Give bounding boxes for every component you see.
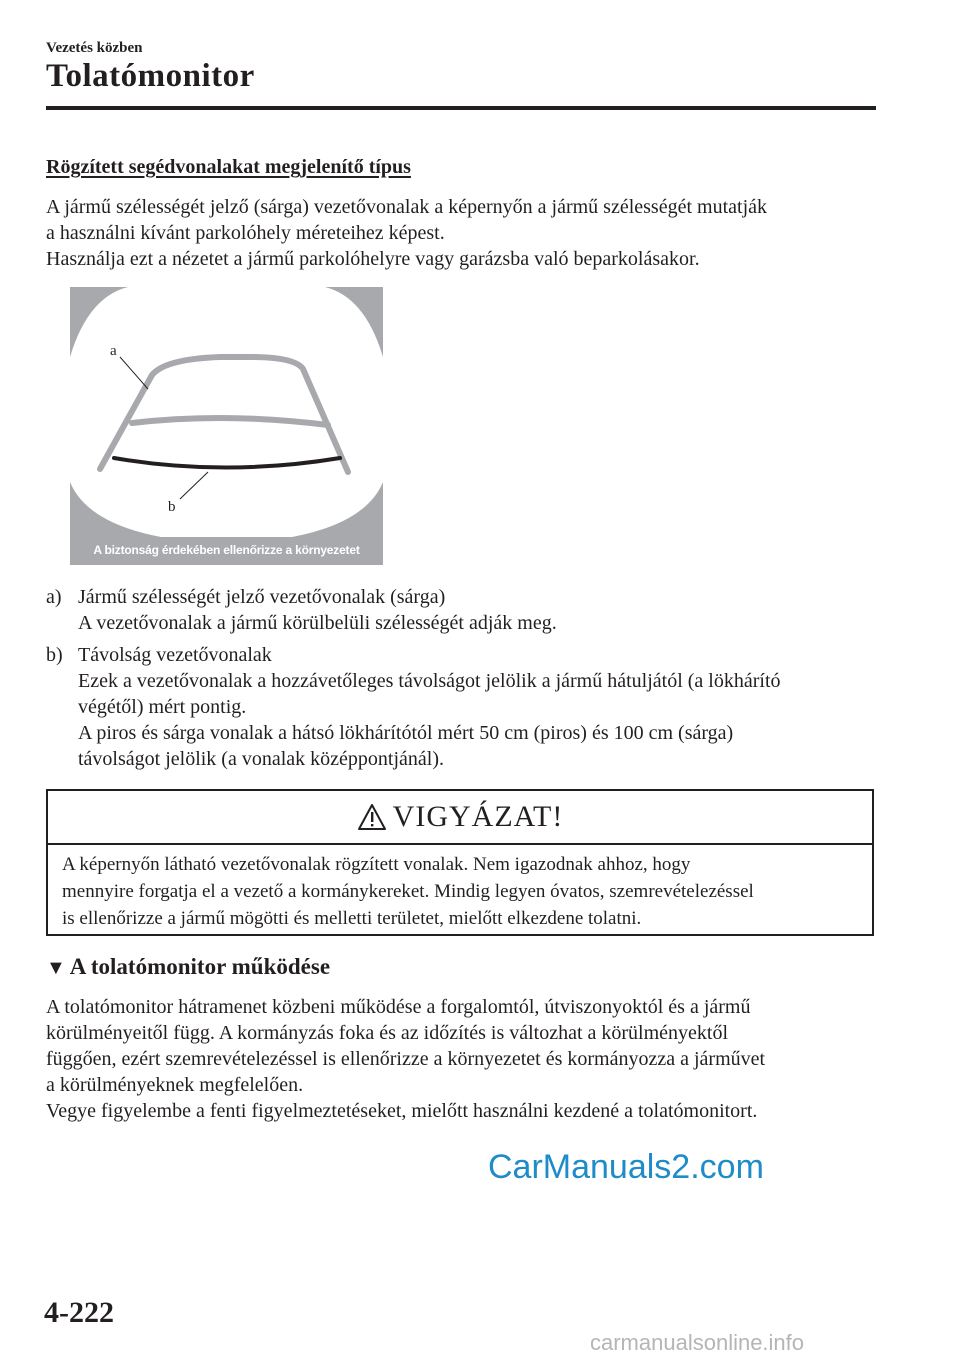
page-title: Tolatómonitor	[46, 58, 255, 94]
page-number: 4-222	[44, 1296, 114, 1329]
caution-title: VIGYÁZAT!	[392, 800, 564, 833]
sub-heading: Rögzített segédvonalakat megjelenítő típus	[46, 156, 411, 178]
intro-line: A jármű szélességét jelző (sárga) vezetővonalak a képernyőn a jármű szélességét mutatják	[46, 196, 768, 218]
title-rule	[46, 106, 876, 110]
subsection-paragraph	[46, 994, 886, 1124]
legend-line: távolságot jelölik (a vonalak középpontjánál).	[78, 748, 444, 770]
warning-triangle-icon	[357, 803, 387, 831]
subsection-line: a körülményeknek megfelelően.	[46, 1074, 304, 1096]
caution-line: is ellenőrizze a jármű mögötti és melletti területet, mielőtt elkezdene tolatni.	[62, 908, 642, 929]
subsection-line: A tolatómonitor hátramenet közbeni működése a forgalomtól, útviszonyoktól és a jármű	[46, 996, 751, 1018]
camera-view-illustration	[70, 287, 383, 565]
section-kicker: Vezetés közben	[46, 40, 143, 56]
legend-line: végétől) mért pontig.	[78, 696, 247, 718]
legend-item-a	[46, 584, 896, 636]
legend-letter: b)	[46, 644, 63, 666]
subsection-heading	[46, 954, 330, 980]
legend-line: Távolság vezetővonalak	[78, 644, 272, 666]
intro-line: a használni kívánt parkolóhely méreteihez képest.	[46, 222, 445, 244]
legend-line: Ezek a vezetővonalak a hozzávetőleges távolságot jelölik a jármű hátuljától (a lökhárító	[78, 670, 781, 692]
subsection-line: Vegye figyelembe a fenti figyelmeztetéseket, mielőtt használni kezdené a tolatómonitort.	[46, 1100, 758, 1122]
legend-letter: a)	[46, 586, 62, 608]
footer-watermark: carmanualsonline.info	[590, 1330, 805, 1355]
legend-line: Jármű szélességét jelző vezetővonalak (sárga)	[78, 586, 446, 608]
legend-line: A piros és sárga vonalak a hátsó lökhárítótól mért 50 cm (piros) és 100 cm (sárga)	[78, 722, 734, 744]
screen-caption: A biztonság érdekében ellenőrizze a környezetet	[93, 543, 360, 557]
caution-line: mennyire forgatja el a vezető a kormánykereket. Mindig legyen óvatos, szemrevételezéssel	[62, 881, 754, 902]
subsection-line: függően, ezért szemrevételezéssel is ellenőrizze a környezetet és kormányozza a járművet	[46, 1048, 766, 1070]
caution-header	[48, 791, 872, 845]
watermark: CarManuals2.com	[488, 1148, 764, 1186]
legend-line: A vezetővonalak a jármű körülbelüli szélességét adják meg.	[78, 612, 557, 634]
caution-line: A képernyőn látható vezetővonalak rögzített vonalak. Nem igazodnak ahhoz, hogy	[62, 854, 691, 875]
triangle-marker-icon: ▼	[46, 957, 66, 979]
camera-view-figure	[70, 287, 383, 565]
legend-item-b	[46, 642, 896, 772]
intro-line: Használja ezt a nézetet a jármű parkolóhelyre vagy garázsba való beparkolásakor.	[46, 248, 700, 270]
label-b: b	[168, 499, 176, 515]
caution-body	[62, 851, 858, 932]
label-a: a	[110, 343, 117, 359]
caution-box	[46, 789, 874, 936]
intro-paragraph	[46, 194, 886, 272]
subsection-line: körülményeitől függ. A kormányzás foka és az időzítés is változhat a körülményektől	[46, 1022, 729, 1044]
display-oval	[70, 287, 383, 537]
subsection-title: A tolatómonitor működése	[69, 954, 331, 979]
